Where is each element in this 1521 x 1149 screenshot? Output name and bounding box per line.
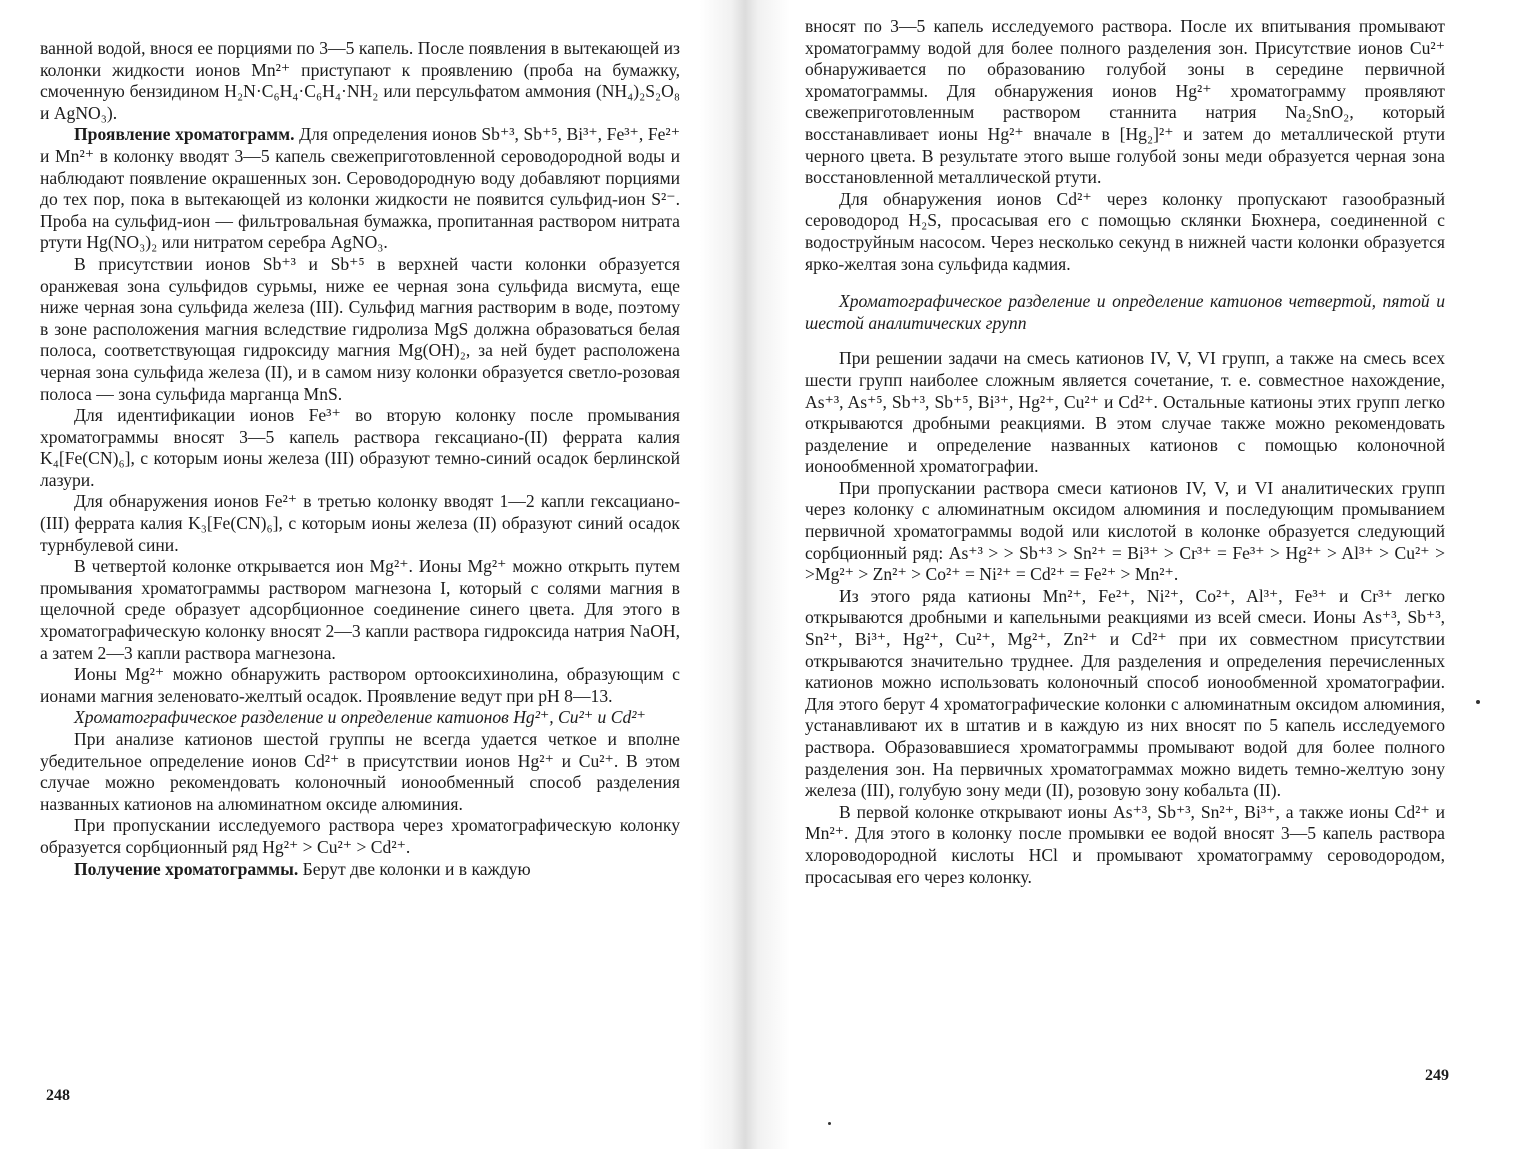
page-number: 248	[46, 1087, 70, 1104]
paragraph	[40, 124, 680, 254]
page-number: 249	[1425, 1067, 1449, 1084]
paragraph: Для обнаружения ионов Fe²⁺ в третью колонку вводят 1—2 капли гексациано-(III) феррата калия K₃[Fe(CN)₆], с которым ионы железа (II) образуют синий осадок турнбулевой сини.	[40, 491, 680, 555]
right-page	[805, 0, 1449, 1149]
paragraph: В присутствии ионов Sb⁺³ и Sb⁺⁵ в верхней части колонки образуется оранжевая зона сульфидов сурьмы, ниже ее черная зона сульфида висмута, еще ниже черная зона сульфида железа (III). Сульфид магния растворим в воде, поэтому в зоне расположения магния вследствие гидролиза MgS должна образоваться белая полоса, соответствующая гидроксиду магния Mg(OH)₂, за ней будет расположена черная зона сульфида железа (II), и в самом низу колонки образуется светло-розовая полоса — зона сульфида марганца MnS.	[40, 253, 680, 404]
paragraph-heading: Получение хроматограммы.	[74, 858, 299, 879]
paragraph: В первой колонке открывают ионы As⁺³, Sb⁺³, Sn²⁺, Bi³⁺, а также ионы Cd²⁺ и Mn²⁺. Для этого в колонку после промывки ее водой вносят 3—5 капель раствора хлороводородной кислоты HCl и промывают хроматограмму сероводородом, просасывая его через колонку.	[805, 801, 1445, 887]
paragraph-heading: Проявление хроматограмм.	[74, 124, 295, 145]
book-gutter	[700, 0, 790, 1149]
paragraph-body: Для определения ионов Sb⁺³, Sb⁺⁵, Bi³⁺, Fe³⁺, Fe²⁺ и Mn²⁺ в колонку вводят 3—5 капель свежеприготовленной сероводородной воды и наблюдают появление окрашенных зон. Сероводородную воду добавляют порциями до тех пор, пока в вытекающей из колонки жидкости не появится сульфид-ион S²⁻. Проба на сульфид-ион — фильтровальная бумажка, пропитанная раствором нитрата ртути Hg(NO₃)₂ или нитратом серебра AgNO₃.	[40, 124, 680, 253]
paragraph: вносят по 3—5 капель исследуемого раствора. После их впитывания промывают хроматограмму водой для более полного разделения зон. Присутствие ионов Cu²⁺ обнаруживается по образованию голубой зоны в середине первичной хроматограммы. Для обнаружения ионов Hg²⁺ хроматограмму проявляют свежеприготовленным раствором станнита натрия Na₂SnO₂, который восстанавливает ионы Hg²⁺ вначале в [Hg₂]²⁺ и затем до металлической ртути черного цвета. В результате этого выше голубой зоны меди образуется черная зона восстановленной металлической ртути.	[805, 16, 1445, 188]
paragraph: ванной водой, внося ее порциями по 3—5 капель. После появления в вытекающей из колонки жидкости ионов Mn²⁺ приступают к проявлению (проба на бумажку, смоченную бензидином H₂N·C₆H₄·C₆H₄·NH₂ или персульфатом аммония (NH₄)₂S₂O₈ и AgNO₃).	[40, 38, 680, 123]
paragraph-body: Берут две колонки и в каждую	[302, 858, 531, 879]
left-page-text	[40, 38, 680, 880]
paragraph: При решении задачи на смесь катионов IV, V, VI групп, а также на смесь всех шести групп наиболее сложным является сочетание, т. е. совместное нахождение, As⁺³, As⁺⁵, Sb⁺³, Sb⁺⁵, Bi³⁺, Hg²⁺, Cu²⁺ и Cd²⁺. Остальные катионы этих групп легко открываются дробными реакциями. В этом случае также можно рекомендовать разделение и определение названных катионов с помощью колоночной ионообменной хроматографии.	[805, 348, 1445, 477]
scan-speck	[828, 1122, 831, 1125]
right-page-text	[805, 16, 1445, 888]
paragraph: Ионы Mg²⁺ можно обнаружить раствором ортооксихинолина, образующим с ионами магния зеленовато-желтый осадок. Проявление ведут при pH 8—13.	[40, 664, 680, 706]
paragraph	[40, 859, 680, 881]
scan-speck	[1476, 700, 1480, 704]
paragraph: При пропускании исследуемого раствора через хроматографическую колонку образуется сорбционный ряд Hg²⁺ > Cu²⁺ > Cd²⁺.	[40, 815, 680, 857]
paragraph: В четвертой колонке открывается ион Mg²⁺. Ионы Mg²⁺ можно открыть путем промывания хроматограммы раствором магнезона I, который с солями магния в щелочной среде образует адсорбционное соединение синего цвета. Для этого в хроматографическую колонку вносят 2—3 капли раствора гидроксида натрия NaOH, а затем 2—3 капли раствора магнезона.	[40, 556, 680, 663]
paragraph: При пропускании раствора смеси катионов IV, V, и VI аналитических групп через колонку с алюминатным оксидом алюминия и последующим промыванием первичной хроматограммы водой или кислотой в колонке образуется следующий сорбционный ряд: As⁺³ > > Sb⁺³ > Sn²⁺ = Bi³⁺ > Cr³⁺ = Fe³⁺ > Hg²⁺ > Al³⁺ > Cu²⁺ > >Mg²⁺ > Zn²⁺ > Co²⁺ = Ni²⁺ = Cd²⁺ = Fe²⁺ > Mn²⁺.	[805, 477, 1445, 585]
section-subheading: Хроматографическое разделение и определение катионов Hg²⁺, Cu²⁺ и Cd²⁺	[74, 707, 646, 728]
left-page	[40, 0, 680, 1149]
paragraph: Для идентификации ионов Fe³⁺ во вторую колонку после промывания хроматограммы вносят 3—5 капель раствора гексациано-(II) феррата калия K₄[Fe(CN)₆], с которым ионы железа (III) образуют темно-синий осадок берлинской лазури.	[40, 405, 680, 490]
paragraph: Из этого ряда катионы Mn²⁺, Fe²⁺, Ni²⁺, Co²⁺, Al³⁺, Fe³⁺ и Cr³⁺ легко открываются дробными и капельными реакциями из всей смеси. Ионы As⁺³, Sb⁺³, Sn²⁺, Bi³⁺, Hg²⁺, Cu²⁺, Mg²⁺, Zn²⁺ и Cd²⁺ при их совместном присутствии открываются значительно труднее. Для разделения и определения перечисленных катионов можно использовать колоночный способ ионообменной хроматографии. Для этого берут 4 хроматографические колонки с алюминатным оксидом алюминия, устанавливают их в штатив и в каждую из них вносят по 5 капель исследуемого раствора. Образовавшиеся хроматограммы промывают водой для более полного разделения зон. На первичных хроматограммах можно видеть темно-желтую зону железа (III), голубую зону меди (II), розовую зону кобальта (II).	[805, 585, 1445, 801]
paragraph: При анализе катионов шестой группы не всегда удается четкое и вполне убедительное определение ионов Cd²⁺ в присутствии ионов Hg²⁺ и Cu²⁺. В этом случае можно рекомендовать колоночный ионообменный способ разделения названных катионов на алюминатном оксиде алюминия.	[40, 729, 680, 814]
paragraph: Для обнаружения ионов Cd²⁺ через колонку пропускают газообразный сероводород H₂S, просасывая его с помощью склянки Бюхнера, соединенной с водоструйным насосом. Через несколько секунд в нижней части колонки образуется ярко-желтая зона сульфида кадмия.	[805, 188, 1445, 274]
section-subheading: Хроматографическое разделение и определение катионов четвертой, пятой и шестой аналитических групп	[805, 291, 1445, 333]
